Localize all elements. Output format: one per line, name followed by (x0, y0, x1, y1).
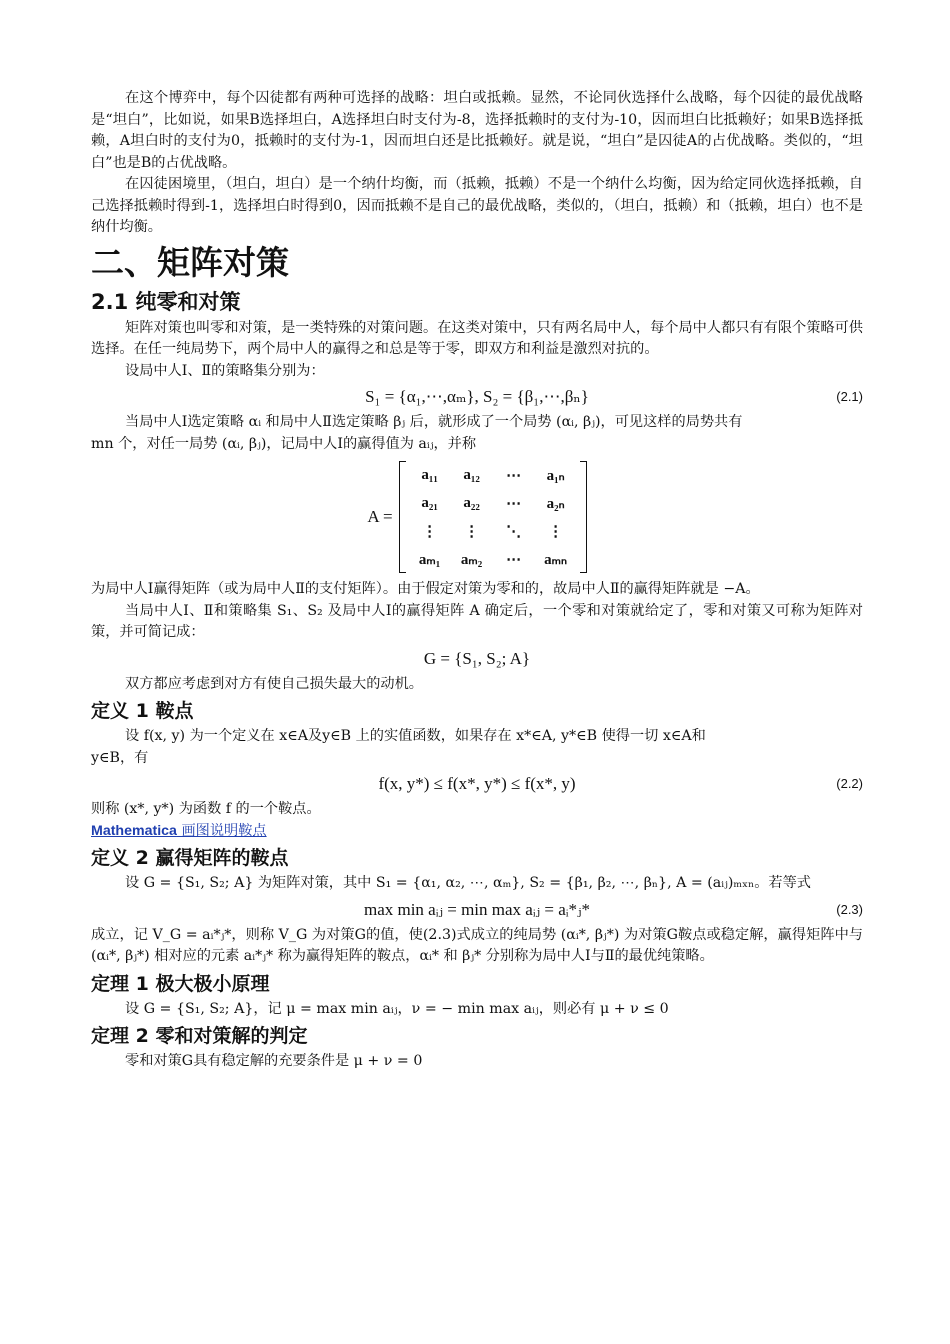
mathematica-link-bold: Mathematica (91, 822, 177, 839)
theorem-1-text: 设 G = {S₁, S₂; A}，记 μ = max min aᵢⱼ，ν = − min max aᵢⱼ，则必有 μ + ν ≤ 0 (125, 1000, 669, 1017)
definition-1-title: 定义 1 鞍点 (91, 700, 194, 722)
theorem-1-title: 定理 1 极大极小原理 (91, 972, 270, 995)
mathematica-link[interactable] (91, 823, 267, 839)
matrix-grid (399, 461, 587, 573)
equation-2-3-body: max min aᵢⱼ = min max aᵢⱼ = aᵢ*ⱼ* (363, 899, 591, 919)
document-page (91, 88, 863, 1073)
paragraph-game-definition: 当局中人Ⅰ、Ⅱ和策略集 S₁、S₂ 及局中人Ⅰ的赢得矩阵 A 确定后，一个零和对策就给定了，零和对策又可称为矩阵对策，并可简记成： (91, 602, 863, 640)
matrix-cell: ⋮ (464, 523, 480, 540)
matrix-cell: ⋮ (422, 523, 438, 540)
paragraph-strategy-sets: 设局中人Ⅰ、Ⅱ的策略集分别为： (125, 362, 325, 379)
paragraph-payoff-matrix: 为局中人Ⅰ赢得矩阵（或为局中人Ⅱ的支付矩阵）。由于假定对策为零和的，故局中人Ⅱ的赢得矩阵就是 −A。 (91, 581, 760, 597)
paragraph-nash-equilibrium: 在囚徒困境里，（坦白，坦白）是一个纳什均衡，而（抵赖，抵赖）不是一个纳什么均衡，因为给定同伙选择抵赖，自己选择抵赖时得到-1，选择坦白时得到0，因而抵赖不是自己的最优战略，类似的，（坦白，抵赖）和（抵赖，坦白）也不是纳什均衡。 (91, 176, 863, 235)
equation-game-body: G = {S₁, S₂; A} (423, 648, 531, 668)
definition-1-text: 设 f(x, y) 为一个定义在 x∈A及y∈B 上的实值函数，如果存在 x*∈A, y*∈B 使得一切 x∈A和 (125, 728, 706, 744)
mathematica-link-line (91, 821, 863, 843)
equation-number: (2.3) (836, 901, 863, 917)
matrix-cell: a₁₁ (421, 466, 438, 483)
paragraph-situation: 当局中人Ⅰ选定策略 αᵢ 和局中人Ⅱ选定策略 βⱼ 后，就形成了一个局势 (αᵢ, βⱼ)，可见这样的局势共有 (125, 414, 743, 430)
equation-number: (2.2) (836, 776, 863, 791)
section-title: 二、矩阵对策 (91, 242, 289, 282)
subsection-title: 2.1 纯零和对策 (91, 289, 241, 314)
equation-2-2 (91, 769, 863, 799)
theorem-2-title: 定理 2 零和对策解的判定 (91, 1025, 308, 1047)
payoff-matrix (91, 457, 863, 577)
matrix-cell: aₘₙ (544, 551, 567, 568)
definition-1-conclusion: 则称 (x*, y*) 为函数 f 的一个鞍点。 (91, 801, 321, 817)
matrix-cell: ⋯ (506, 495, 522, 512)
matrix-cell: aₘ₁ (418, 551, 441, 568)
matrix-cell: ⋱ (506, 523, 522, 540)
matrix-cell: aₘ₂ (460, 551, 483, 568)
equation-2-2-body: f(x, y*) ≤ f(x*, y*) ≤ f(x*, y) (378, 774, 576, 793)
paragraph-payoff-def: mn 个，对任一局势 (αᵢ, βⱼ)，记局中人Ⅰ的赢得值为 aᵢⱼ，并称 (91, 435, 477, 452)
paragraph-prisoners-dilemma: 在这个博弈中，每个囚徒都有两种可选择的战略：坦白或抵赖。显然，不论同伙选择什么战略，每个囚徒的最优战略是“坦白”，比如说，如果B选择坦白，A选择坦白时支付为-8，选择抵赖时的支付为-10，因而坦白比抵赖好；如果B选择抵赖，A坦白时的支付为0，抵赖时的支付为-1，因而坦白还是比抵赖好。就是说，“坦白”是囚徒A的占优战略。类似的，“坦白”也是B的占优战略。 (91, 90, 863, 171)
definition-2-text: 设 G = {S₁, S₂; A} 为矩阵对策，其中 S₁ = {α₁, α₂, ⋯, αₘ}, S₂ = {β₁, β₂, ⋯, βₙ}, A = (aᵢⱼ)ₘₓₙ。若等式 (125, 875, 811, 891)
equation-game (91, 644, 863, 674)
equation-2-1 (91, 382, 863, 412)
matrix-cell: ⋯ (506, 551, 522, 568)
matrix-label: A = (367, 507, 393, 526)
matrix-cell: a₂₂ (463, 494, 480, 511)
definition-1-text-cont: y∈B，有 (91, 749, 149, 766)
matrix-cell: a₂ₙ (546, 495, 565, 512)
matrix-cell: a₁ₙ (546, 467, 565, 484)
paragraph-matrix-game-intro: 矩阵对策也叫零和对策，是一类特殊的对策问题。在这类对策中，只有两名局中人，每个局中人都只有有限个策略可供选择。在任一纯局势下，两个局中人的赢得之和总是等于零，即双方和利益是激烈对抗的。 (91, 319, 863, 357)
paragraph-motive: 双方都应考虑到对方有使自己损失最大的动机。 (125, 675, 423, 692)
matrix-cell: ⋯ (506, 467, 522, 484)
equation-2-1-body: S₁ = {α₁,⋯,αₘ}, S₂ = {β₁,⋯,βₙ} (365, 387, 589, 406)
theorem-2-text: 零和对策G具有稳定解的充要条件是 μ + ν = 0 (125, 1053, 423, 1069)
equation-2-3 (91, 895, 863, 925)
matrix-cell: ⋮ (548, 523, 564, 540)
definition-2-title: 定义 2 赢得矩阵的鞍点 (91, 847, 289, 869)
mathematica-link-text: 画图说明鞍点 (176, 822, 267, 839)
equation-number: (2.1) (836, 389, 863, 404)
matrix-cell: a₂₁ (421, 494, 438, 511)
matrix-cell: a₁₂ (463, 466, 480, 483)
definition-2-conclusion: 成立，记 V_G = aᵢ*ⱼ*，则称 V_G 为对策G的值，使(2.3)式成立的纯局势 (αᵢ*, βⱼ*) 为对策G鞍点或稳定解，赢得矩阵中与 (αᵢ*, βⱼ*) 相对应的元素 aᵢ*ⱼ* 称为赢得矩阵的鞍点，αᵢ* 和 βⱼ* 分别称为局中人Ⅰ与Ⅱ的最优纯策略。 (91, 926, 863, 964)
